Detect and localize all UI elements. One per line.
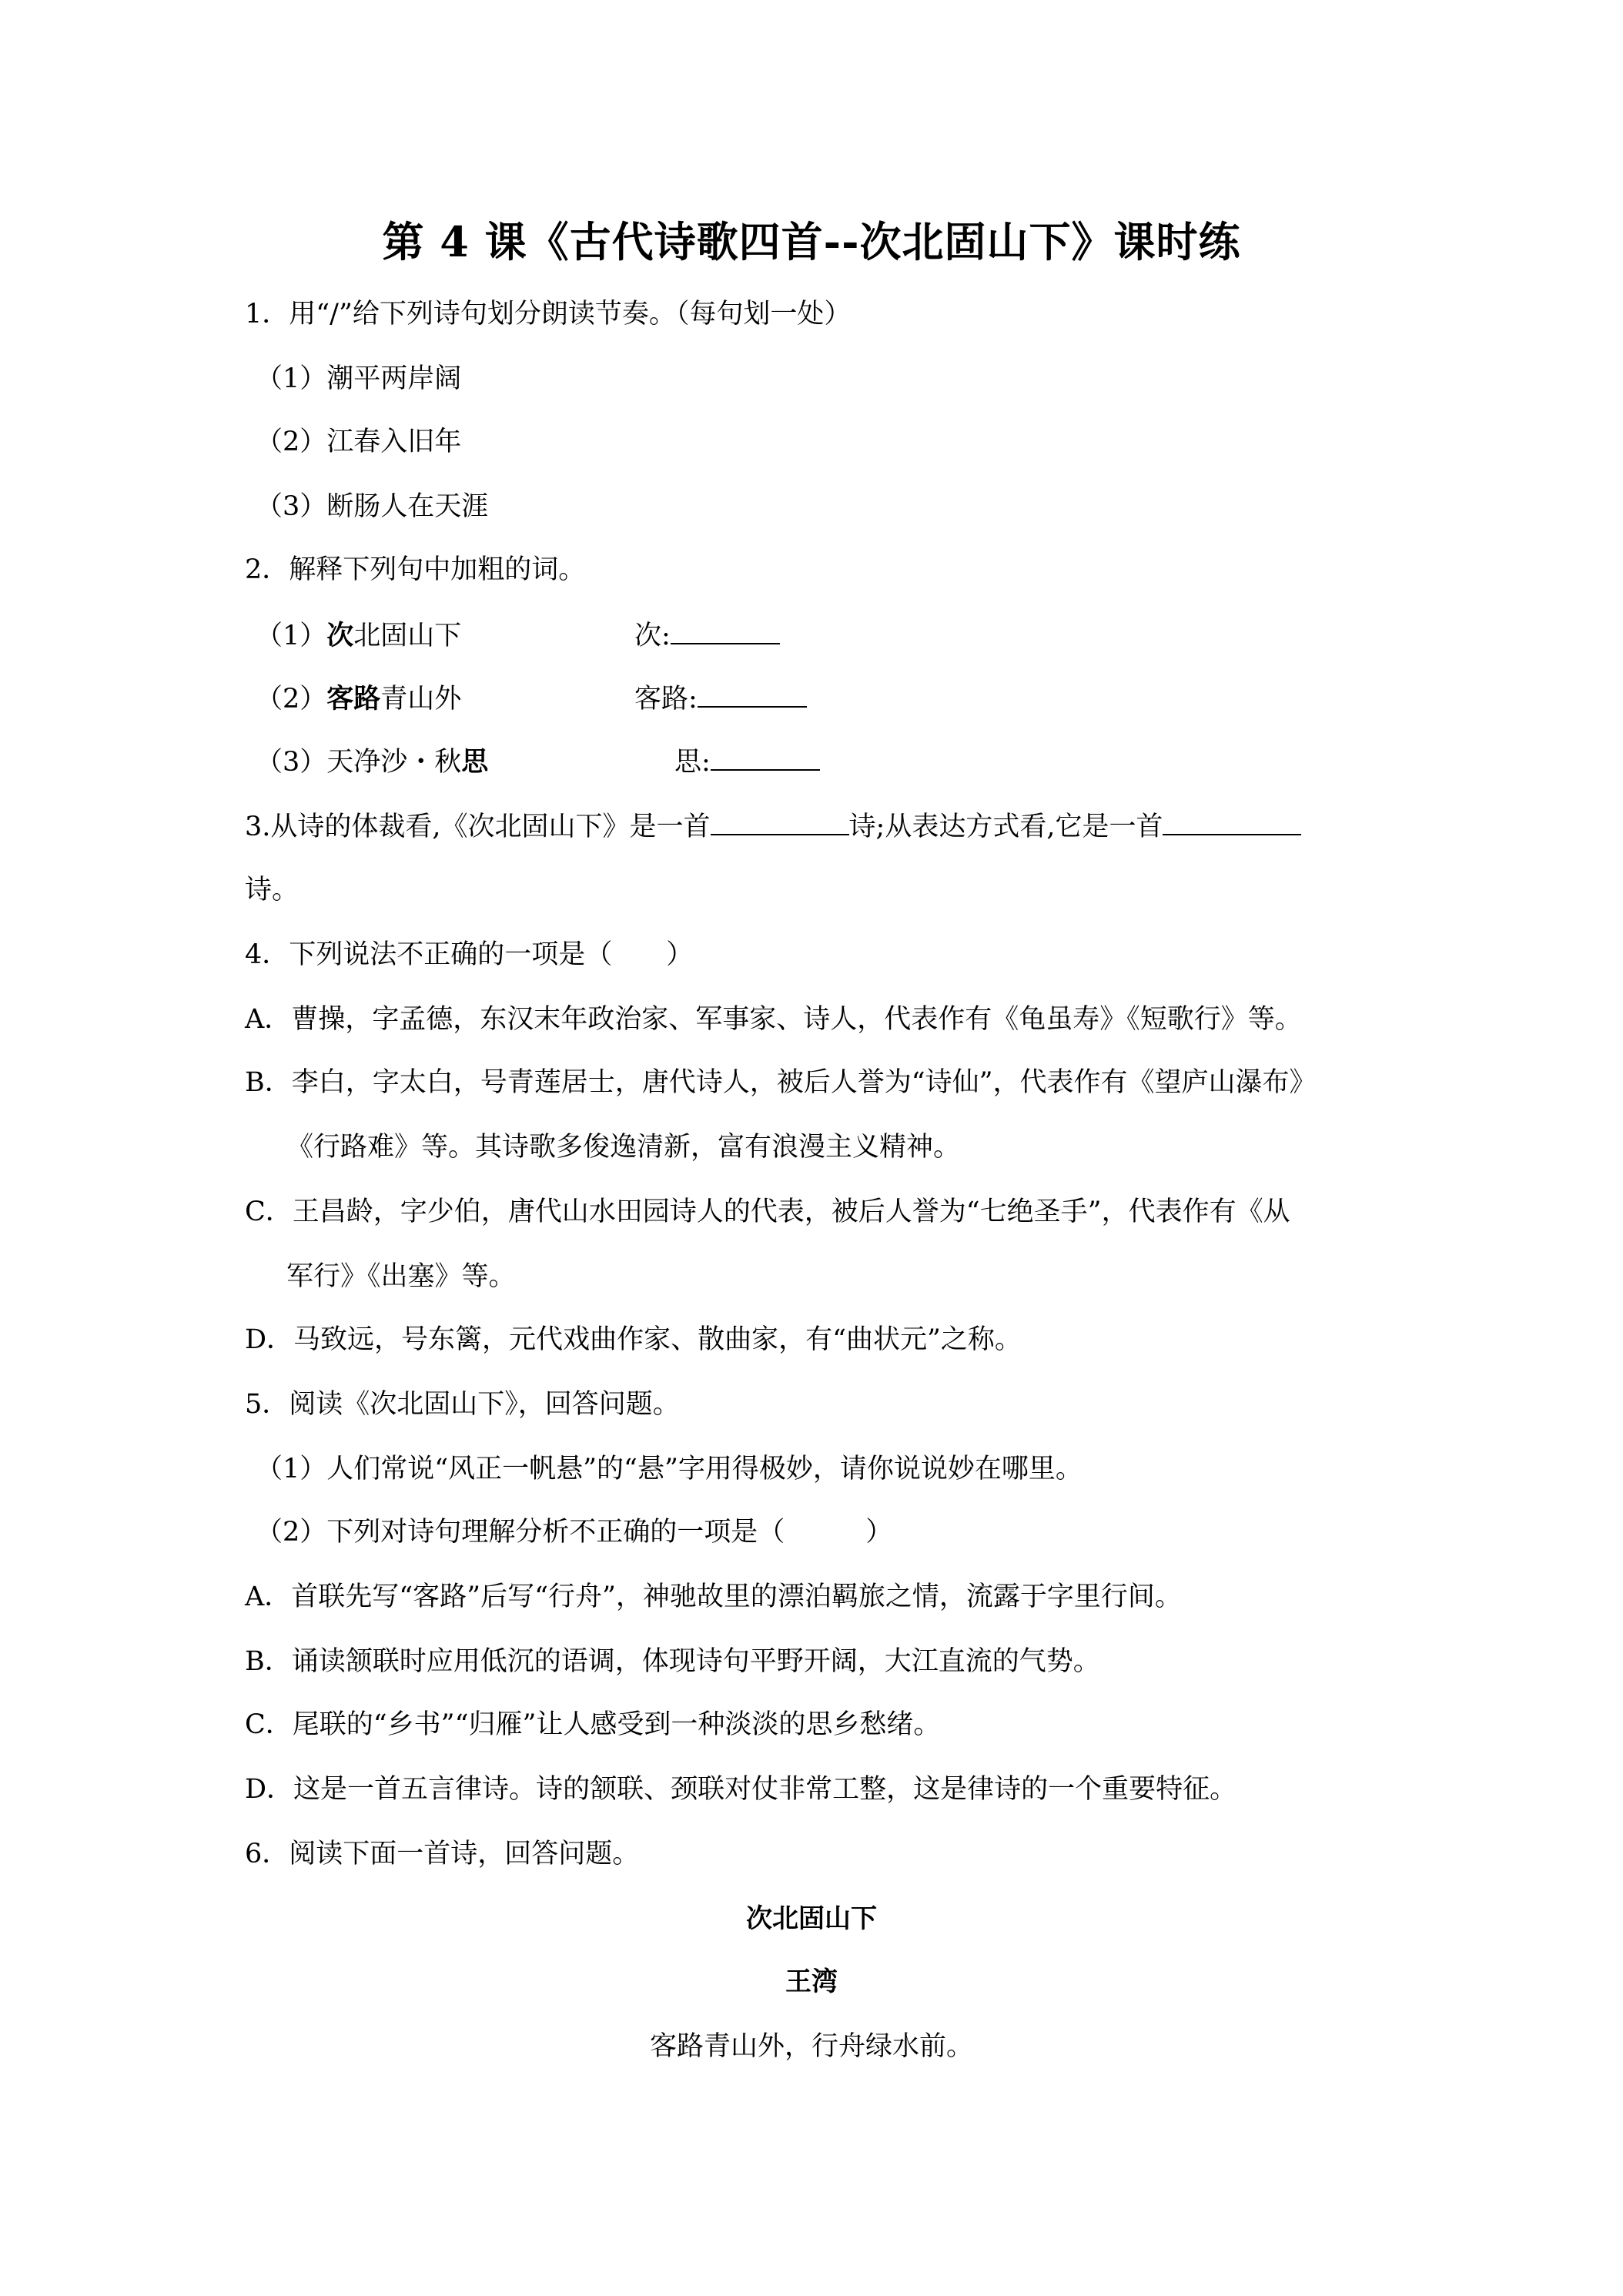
q5-option-b: B．诵读颔联时应用低沉的语调，体现诗句平野开阔，大江直流的气势。 (245, 1646, 1100, 1677)
q2-item-1 (256, 619, 461, 653)
q5-stem: 5．阅读《次北固山下》，回答问题。 (245, 1389, 680, 1420)
q1-item-1: （1）潮平两岸阔 (256, 363, 462, 394)
q2-item-1-rest: 北固山下 (353, 621, 462, 651)
q4-option-c-line1: C．王昌龄，字少伯，唐代山水田园诗人的代表，被后人誉为“七绝圣手”，代表作有《从 (245, 1197, 1290, 1227)
q3-blank-2[interactable] (1163, 811, 1301, 835)
q2-answer-2 (634, 682, 807, 716)
poem-title: 次北固山下 (746, 1903, 877, 1934)
q2-stem: 2．解释下列句中加粗的词。 (245, 554, 586, 585)
q5-sub-2: （2）下列对诗句理解分析不正确的一项是（ ） (256, 1517, 893, 1548)
q3-part-2: 诗;从表达方式看,它是一首 (848, 812, 1163, 842)
q3-line-1 (245, 810, 1301, 844)
q2-answer-2-label: 客路: (634, 684, 698, 715)
q4-option-c-line2: 军行》《出塞》等。 (286, 1261, 516, 1292)
q2-answer-1-label: 次: (634, 621, 671, 651)
q4-option-a: A．曹操，字孟德，东汉末年政治家、军事家、诗人，代表作有《龟虽寿》《短歌行》等。 (245, 1004, 1302, 1035)
q2-item-3-bold-word: 思 (461, 746, 489, 778)
q2-item-1-num: （1） (256, 621, 327, 651)
q4-stem: 4．下列说法不正确的一项是（ ） (245, 939, 694, 970)
q4-option-d: D．马致远，号东篱，元代戏曲作家、散曲家，有“曲状元”之称。 (245, 1324, 1022, 1355)
page-title: 第 4 课《古代诗歌四首--次北固山下》课时练 (382, 217, 1241, 266)
q2-item-3 (256, 745, 488, 779)
q2-answer-1-blank[interactable] (671, 620, 780, 644)
q3-part-1: 3.从诗的体裁看,《次北固山下》是一首 (245, 812, 711, 842)
q2-answer-3-label: 思: (674, 747, 711, 778)
q1-stem: 1．用“/”给下列诗句划分朗读节奏。（每句划一处） (245, 299, 852, 330)
q4-option-b-line1: B．李白，字太白，号青莲居士，唐代诗人，被后人誉为“诗仙”，代表作有《望庐山瀑布》 (245, 1067, 1317, 1098)
q1-item-2: （2）江春入旧年 (256, 427, 462, 457)
q5-option-a: A．首联先写“客路”后写“行舟”，神驰故里的漂泊羁旅之情，流露于字里行间。 (245, 1581, 1182, 1612)
q3-part-3: 诗。 (245, 875, 300, 905)
q2-answer-3-blank[interactable] (711, 746, 820, 771)
q2-item-2-bold-word: 客路 (326, 683, 381, 715)
q2-answer-2-blank[interactable] (698, 683, 807, 708)
q4-option-b-line2: 《行路难》等。其诗歌多俊逸清新，富有浪漫主义精神。 (286, 1132, 961, 1163)
poem-line-1: 客路青山外，行舟绿水前。 (649, 2031, 973, 2062)
q2-item-2-num: （2） (256, 684, 327, 715)
q2-answer-1 (634, 619, 780, 653)
q2-answer-3 (674, 745, 820, 779)
q5-option-c: C．尾联的“乡书”“归雁”让人感受到一种淡淡的思乡愁绪。 (245, 1709, 941, 1740)
poem-author: 王湾 (785, 1966, 838, 1997)
q2-item-3-num: （3）天净沙・秋 (256, 747, 462, 778)
q2-item-1-bold-word: 次 (326, 620, 354, 651)
q3-blank-1[interactable] (711, 811, 849, 835)
q2-item-2-rest: 青山外 (380, 684, 462, 715)
q1-item-3: （3）断肠人在天涯 (256, 491, 489, 522)
q6-stem: 6．阅读下面一首诗，回答问题。 (245, 1839, 640, 1869)
q2-item-2 (256, 682, 461, 716)
q5-sub-1: （1）人们常说“风正一帆悬”的“悬”字用得极妙，请你说说妙在哪里。 (256, 1454, 1083, 1484)
q5-option-d: D．这是一首五言律诗。诗的颔联、颈联对仗非常工整，这是律诗的一个重要特征。 (245, 1774, 1237, 1805)
